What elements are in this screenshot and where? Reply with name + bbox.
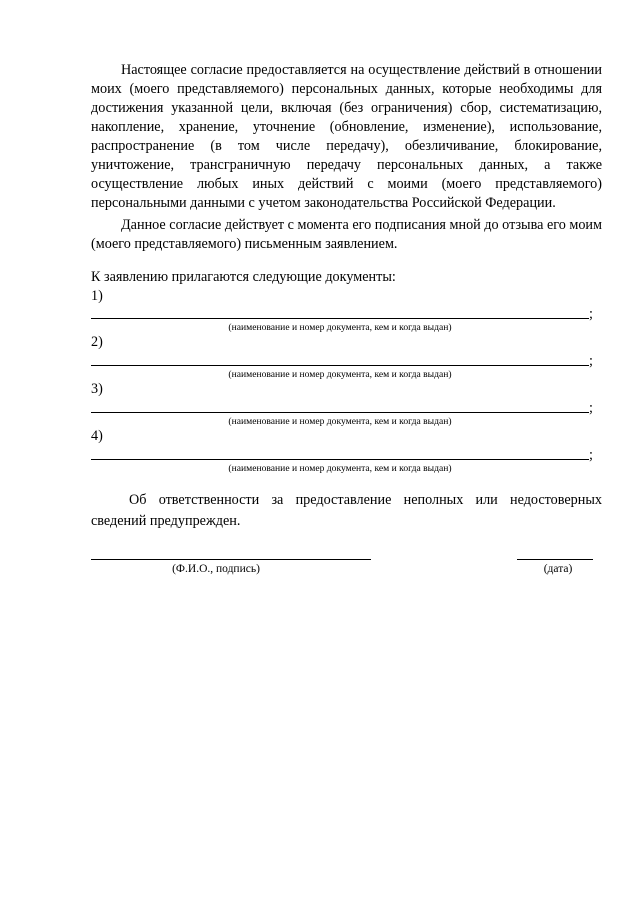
signature-line[interactable] [91,559,371,560]
attachment-fill-line[interactable] [91,318,589,319]
attachment-hint: (наименование и номер документа, кем и когда выдан) [228,463,452,474]
attachment-fill-line[interactable] [91,459,589,460]
signature-caption: (Ф.И.О., подпись) [172,563,260,575]
attachments-heading: К заявлению прилагаются следующие документы: [91,269,396,285]
date-line[interactable] [517,559,593,560]
attachment-number: 3) [91,381,103,397]
attachment-hint: (наименование и номер документа, кем и когда выдан) [228,322,452,333]
attachment-end-mark: ; [589,400,593,416]
attachment-hint: (наименование и номер документа, кем и когда выдан) [228,369,452,380]
attachment-number: 4) [91,428,103,444]
attachment-fill-line[interactable] [91,365,589,366]
attachment-end-mark: ; [589,353,593,369]
consent-validity-paragraph: Данное согласие действует с момента его подписания мной до отзыва его моим (моего представляемого) письменным заявлением. [91,217,602,252]
attachment-number: 1) [91,288,103,304]
attachment-end-mark: ; [589,306,593,322]
date-caption: (дата) [543,563,573,575]
attachment-hint: (наименование и номер документа, кем и когда выдан) [228,416,452,427]
attachment-fill-line[interactable] [91,412,589,413]
responsibility-note: Об ответственности за предоставление неполных или недостоверных сведений предупрежден. [91,492,602,529]
attachment-end-mark: ; [589,447,593,463]
attachment-number: 2) [91,334,103,350]
consent-scope-paragraph: Настоящее согласие предоставляется на осуществление действий в отношении моих (моего представляемого) персональных данных, которые необходимы для достижения указанной цели, включая (без ограничения) сбор, систематизацию, накопление, хранение, уточнение (обновление, изменение), использование, распространение (в том числе передачу), обезличивание, блокирование, уничтожение, трансграничную передачу персональных данных, а также осуществление любых иных действий с моими (моего представляемого) персональными данными с учетом законодательства Российской Федерации. [91,62,602,211]
